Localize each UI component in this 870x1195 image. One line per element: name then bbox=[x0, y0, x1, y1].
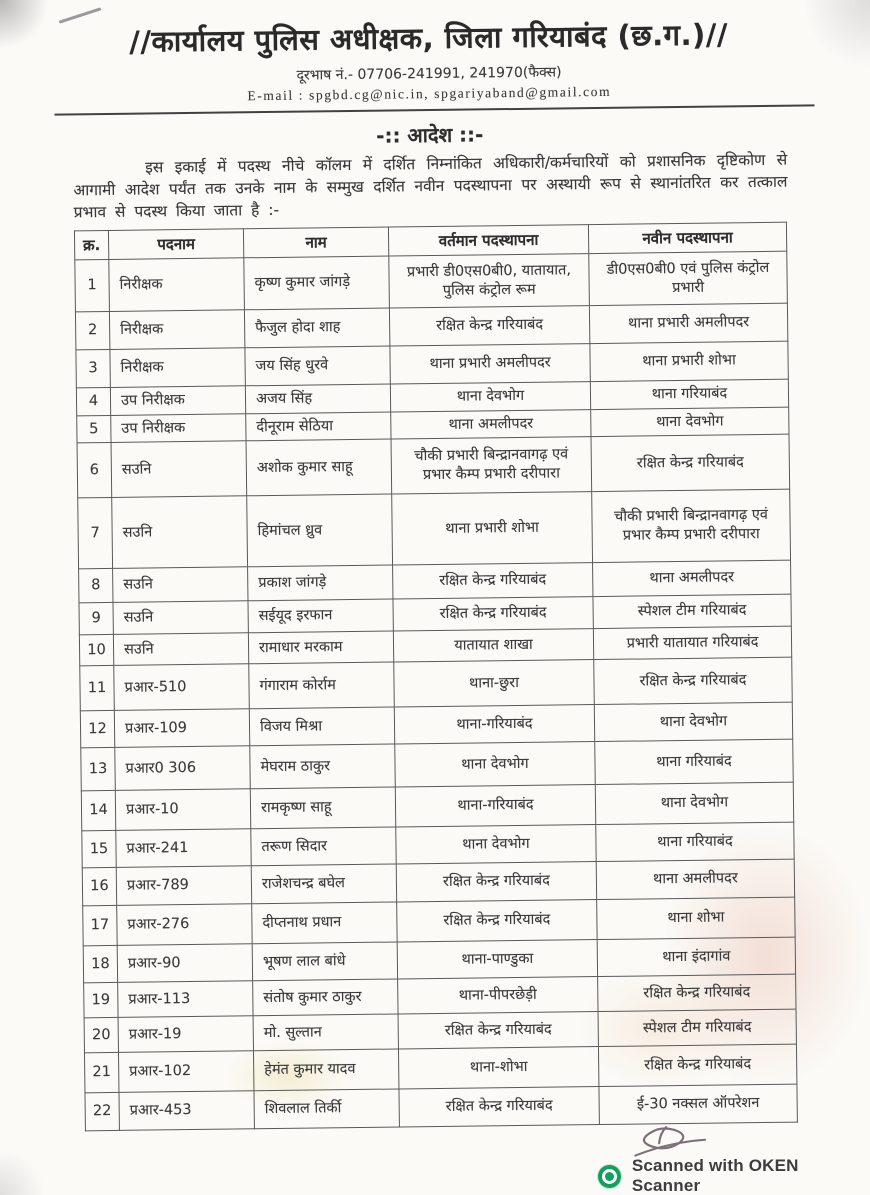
table-cell: प्रभारी डी0एस0बी0, यातायात, पुलिस कंट्रोल रूम bbox=[389, 254, 590, 308]
table-cell: 9 bbox=[79, 602, 113, 634]
table-cell: 1 bbox=[75, 259, 110, 311]
table-cell: थाना अमलीपदर bbox=[391, 410, 591, 439]
table-cell: थाना गरियाबंद bbox=[590, 379, 788, 409]
table-cell: संतोष कुमार ठाकुर bbox=[253, 979, 398, 1016]
table-cell: अशोक कुमार साहू bbox=[246, 439, 392, 496]
table-cell: निरीक्षक bbox=[109, 258, 245, 312]
table-cell: थाना गरियाबंद bbox=[595, 739, 794, 784]
header-divider bbox=[55, 104, 815, 115]
table-cell: 16 bbox=[82, 867, 116, 905]
table-cell: रक्षित केन्द्र गरियाबंद bbox=[598, 974, 796, 1011]
table-cell: रक्षित केन्द्र गरियाबंद bbox=[398, 1012, 598, 1049]
table-cell: रक्षित केन्द्र गरियाबंद bbox=[396, 862, 596, 902]
table-cell: सउनि bbox=[113, 567, 248, 603]
table-cell: सउनि bbox=[112, 496, 248, 569]
table-cell: रक्षित केन्द्र गरियाबंद bbox=[594, 657, 793, 704]
table-row bbox=[75, 251, 788, 312]
table-cell: डी0एस0बी0 एवं पुलिस कंट्रोल प्रभारी bbox=[589, 251, 788, 305]
table-cell: थाना प्रभारी अमलीपदर bbox=[390, 344, 590, 384]
email-line: E-mail : spgbd.cg@nic.in, spgariyaband@gmail.com bbox=[247, 83, 612, 104]
table-cell: 3 bbox=[76, 349, 110, 387]
table-cell: 19 bbox=[84, 982, 118, 1017]
table-cell: थाना-पीपरछेड़ी bbox=[398, 977, 598, 1014]
table-cell: प्रआर-19 bbox=[118, 1016, 253, 1053]
table-cell: 11 bbox=[80, 665, 115, 710]
table-cell: थाना गरियाबंद bbox=[596, 822, 794, 861]
table-cell: रक्षित केन्द्र गरियाबंद bbox=[397, 900, 597, 942]
table-cell: फैजुल होदा शाह bbox=[244, 308, 389, 348]
table-cell: 4 bbox=[76, 387, 110, 415]
table-cell: प्रआर-109 bbox=[114, 709, 249, 748]
oken-scanner-icon bbox=[598, 1165, 621, 1188]
table-cell: थाना-गरियाबंद bbox=[395, 785, 595, 827]
table-cell: 12 bbox=[80, 710, 114, 747]
table-cell: थाना इंदागांव bbox=[597, 937, 795, 976]
table-cell: यातायात शाखा bbox=[393, 629, 593, 662]
table-cell: 7 bbox=[78, 497, 113, 568]
transfer-table bbox=[74, 222, 798, 1132]
table-cell: थाना अमलीपदर bbox=[593, 560, 791, 596]
table-cell: 2 bbox=[75, 311, 109, 349]
column-header: क्र. bbox=[74, 230, 108, 259]
order-title: -:: आदेश ::- bbox=[376, 122, 484, 148]
table-cell: थाना-शोभा bbox=[398, 1047, 598, 1089]
table-cell: 6 bbox=[77, 442, 112, 497]
table-cell: थाना देवभोग bbox=[395, 742, 596, 787]
table-row bbox=[78, 489, 791, 569]
table-cell: थाना देवभोग bbox=[595, 782, 793, 824]
table-cell: सउनि bbox=[113, 633, 248, 666]
phone-line: दूरभाष नं.- 07706-241991, 241970(फैक्स) bbox=[296, 64, 562, 84]
table-cell: 21 bbox=[84, 1052, 118, 1092]
table-cell: चौकी प्रभारी बिन्द्रानवागढ़ एवं प्रभार कैम्प प्रभारी दरीपारा bbox=[592, 489, 791, 562]
column-header: नवीन पदस्थापना bbox=[588, 222, 786, 253]
table-cell: रक्षित केन्द्र गरियाबंद bbox=[598, 1044, 796, 1086]
table-cell: रक्षित केन्द्र गरियाबंद bbox=[399, 1087, 599, 1127]
table-cell: उप निरीक्षक bbox=[110, 386, 245, 416]
table-cell: प्रआर-241 bbox=[116, 829, 251, 868]
table-cell: 17 bbox=[83, 905, 117, 945]
table-cell: प्रआर0 306 bbox=[115, 746, 251, 791]
table-cell: स्पेशल टीम गरियाबंद bbox=[598, 1009, 796, 1046]
table-cell: थाना प्रभारी शोभा bbox=[590, 341, 788, 381]
table-cell: निरीक्षक bbox=[110, 348, 245, 388]
table-cell: प्रकाश जांगड़े bbox=[248, 565, 393, 601]
table-cell: भूषण लाल बांधे bbox=[252, 942, 397, 981]
table-cell: तरूण सिदार bbox=[251, 827, 396, 866]
table-cell: 20 bbox=[84, 1017, 118, 1052]
order-intro-paragraph: इस इकाई में पदस्थ नीचे कॉलम में दर्शित निम्नांकित अधिकारी/कर्मचारियों को प्रशासनिक दृष्टिकोण से आगामी आदेश पर्यंत तक उनके नाम के सम्मुख दर्शित नवीन पदस्थापना पर अस्थायी रूप से स्थानांतरित कर तत्काल प्रभाव से पदस्थ किया जाता है :- bbox=[73, 150, 788, 222]
table-cell: 15 bbox=[82, 830, 116, 867]
table-cell: 22 bbox=[85, 1092, 119, 1130]
table-cell: रक्षित केन्द्र गरियाबंद bbox=[389, 306, 589, 346]
table-cell: सउनि bbox=[111, 441, 247, 498]
table-cell: प्रआर-102 bbox=[118, 1051, 253, 1093]
table-cell: थाना देवभोग bbox=[591, 407, 789, 436]
table-cell: शिवलाल तिर्की bbox=[254, 1089, 399, 1129]
column-header: नाम bbox=[243, 227, 388, 258]
table-cell: 13 bbox=[81, 747, 116, 790]
table-cell: प्रआर-113 bbox=[118, 981, 253, 1018]
table-cell: 10 bbox=[79, 634, 113, 665]
table-cell: चौकी प्रभारी बिन्द्रानवागढ़ एवं प्रभार कैम्प प्रभारी दरीपारा bbox=[391, 437, 592, 494]
table-cell: थाना शोभा bbox=[597, 897, 795, 939]
table-cell: 5 bbox=[77, 415, 111, 442]
table-cell: राजेशचन्द्र बघेल bbox=[251, 864, 396, 904]
table-cell: सउनि bbox=[113, 601, 248, 635]
table-cell: अजय सिंह bbox=[245, 384, 390, 414]
table-cell: प्रआर-789 bbox=[116, 866, 251, 906]
table-cell: थाना देवभोग bbox=[396, 825, 596, 864]
table-cell: थाना-गरियाबंद bbox=[394, 705, 594, 744]
table-cell: थाना देवभोग bbox=[594, 702, 792, 741]
table-cell: प्रआर-510 bbox=[114, 664, 250, 711]
table-cell: 18 bbox=[83, 945, 117, 982]
table-cell: थाना देवभोग bbox=[390, 382, 590, 412]
table-cell: उप निरीक्षक bbox=[111, 414, 246, 443]
table-cell: विजय मिश्रा bbox=[249, 707, 394, 746]
table-cell: 14 bbox=[81, 790, 115, 830]
table-cell: 8 bbox=[79, 568, 113, 602]
table-cell: दीनूराम सेठिया bbox=[246, 412, 391, 441]
table-cell: थाना प्रभारी अमलीपदर bbox=[589, 303, 787, 343]
table-cell: रक्षित केन्द्र गरियाबंद bbox=[393, 563, 593, 599]
column-header: वर्तमान पदस्थापना bbox=[388, 225, 588, 256]
column-header: पदनाम bbox=[108, 229, 243, 260]
document-header bbox=[0, 0, 864, 107]
scanner-watermark-label: Scanned with OKEN Scanner bbox=[631, 1156, 799, 1195]
table-cell: दीप्तनाथ प्रधान bbox=[252, 902, 397, 944]
table-cell: हिमांचल ध्रुव bbox=[247, 494, 393, 567]
table-row bbox=[77, 434, 790, 498]
table-cell: स्पेशल टीम गरियाबंद bbox=[593, 594, 791, 628]
table-cell: प्रआर-90 bbox=[117, 944, 252, 983]
table-cell: रक्षित केन्द्र गरियाबंद bbox=[393, 597, 593, 631]
table-cell: सईयूद इरफान bbox=[248, 599, 393, 633]
table-cell: रामकृष्ण साहू bbox=[250, 787, 395, 829]
table-cell: निरीक्षक bbox=[109, 310, 244, 350]
table-cell: मेघराम ठाकुर bbox=[250, 744, 396, 789]
table-cell: थाना प्रभारी शोभा bbox=[392, 492, 593, 565]
table-cell: मो. सुल्तान bbox=[253, 1014, 398, 1051]
table-cell: रामाधार मरकाम bbox=[248, 631, 393, 664]
table-cell: थाना-पाण्डुका bbox=[397, 940, 597, 979]
table-cell: थाना अमलीपदर bbox=[596, 859, 794, 899]
table-cell: कृष्ण कुमार जांगड़े bbox=[244, 256, 390, 310]
scanner-watermark bbox=[598, 1156, 870, 1195]
office-title: //कार्यालय पुलिस अधीक्षक, जिला गरियाबंद (छ.ग.)// bbox=[129, 17, 729, 59]
table-cell: ई-30 नक्सल ऑपरेशन bbox=[599, 1084, 797, 1124]
table-cell: हेमंत कुमार यादव bbox=[253, 1049, 398, 1091]
table-cell: जय सिंह धुरवे bbox=[245, 346, 390, 386]
table-cell: प्रआर-10 bbox=[115, 789, 250, 831]
table-cell: प्रभारी यातायात गरियाबंद bbox=[593, 626, 791, 659]
table-cell: रक्षित केन्द्र गरियाबंद bbox=[591, 434, 790, 491]
table-cell: प्रआर-276 bbox=[117, 904, 252, 946]
table-cell: प्रआर-453 bbox=[119, 1091, 254, 1131]
table-cell: थाना-छुरा bbox=[394, 660, 595, 707]
table-cell: गंगाराम कोर्राम bbox=[249, 662, 395, 709]
